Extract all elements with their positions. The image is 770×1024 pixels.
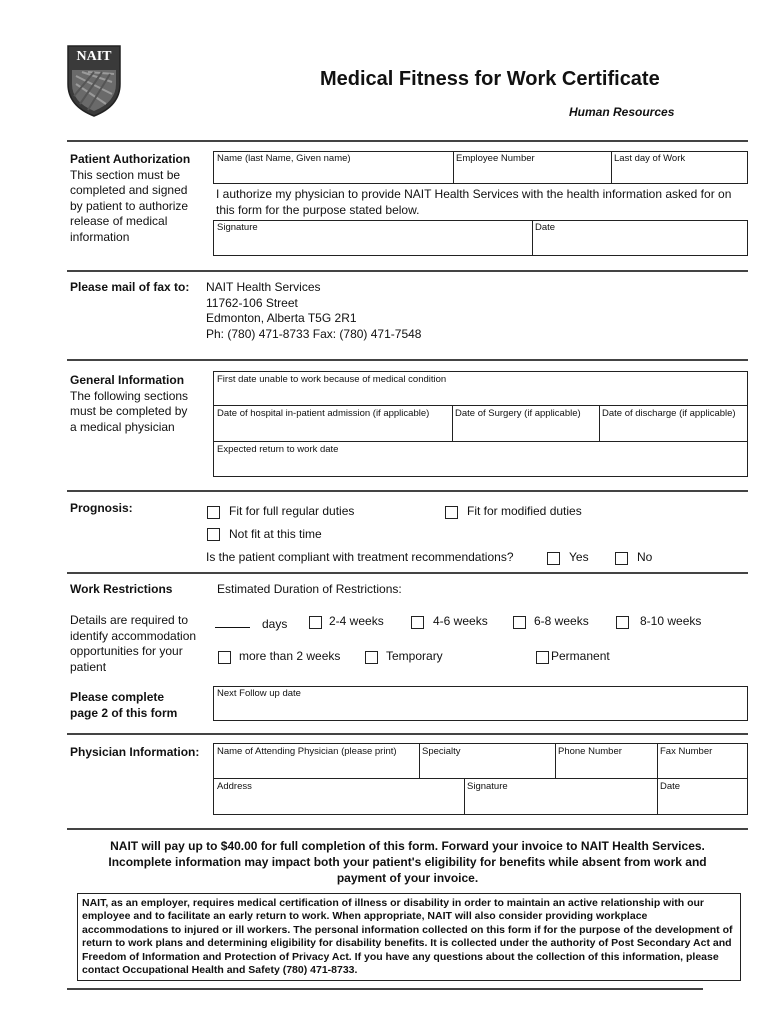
form-title: Medical Fitness for Work Certificate <box>320 68 660 90</box>
follow-up-box <box>213 686 748 721</box>
days-label: days <box>262 617 288 631</box>
weeks-8-10-checkbox[interactable] <box>616 616 629 629</box>
authorization-text: I authorize my physician to provide NAIT Health Services with the health information asked for on this form for the purpose stated below. <box>216 187 732 217</box>
compliance-no-label: No <box>637 550 653 564</box>
note-line: must be completed by <box>70 404 188 418</box>
divider <box>67 490 748 492</box>
general-info-heading: General Information <box>70 373 185 387</box>
address-line: Ph: (780) 471-8733 Fax: (780) 471-7548 <box>206 326 422 341</box>
details-line: identify accommodation <box>70 628 197 643</box>
note-line: information <box>70 229 130 244</box>
address-line: NAIT Health Services <box>206 280 321 294</box>
fit-modified-checkbox[interactable] <box>445 506 458 519</box>
physician-date-field[interactable]: Date <box>660 781 681 792</box>
first-date-unable-field[interactable]: First date unable to work because of medical condition <box>217 374 447 385</box>
form-subtitle: Human Resources <box>569 105 675 119</box>
patient-signature-field[interactable]: Signature <box>217 222 258 233</box>
general-info-section <box>70 373 188 435</box>
compliance-yes-label: Yes <box>569 550 589 564</box>
patient-auth-heading: Patient Authorization <box>70 152 191 166</box>
payment-line: payment of your invoice. <box>336 871 479 885</box>
weeks-6-8-label: 6-8 weeks <box>534 614 589 628</box>
mail-label: Please mail of fax to: <box>70 280 190 294</box>
mail-address <box>206 280 421 342</box>
address-line: Edmonton, Alberta T5G 2R1 <box>206 311 357 325</box>
hospital-admission-field[interactable]: Date of hospital in-patient admission (if applicable) <box>217 408 430 419</box>
divider <box>67 572 748 574</box>
complete-page-2-note: Please complete page 2 of this form <box>70 690 178 720</box>
discharge-date-field[interactable]: Date of discharge (if applicable) <box>602 408 736 419</box>
more-than-2-weeks-checkbox[interactable] <box>218 651 231 664</box>
compliance-question: Is the patient compliant with treatment recommendations? <box>206 550 514 564</box>
nait-logo <box>66 44 122 118</box>
more-than-2-weeks-label: more than 2 weeks <box>239 649 341 663</box>
weeks-4-6-checkbox[interactable] <box>411 616 424 629</box>
physician-address-field[interactable]: Address <box>217 781 252 792</box>
weeks-6-8-checkbox[interactable] <box>513 616 526 629</box>
prognosis-label: Prognosis: <box>70 501 133 515</box>
last-day-of-work-field[interactable]: Last day of Work <box>614 153 686 164</box>
duration-label: Estimated Duration of Restrictions: <box>217 582 402 596</box>
temporary-checkbox[interactable] <box>365 651 378 664</box>
weeks-2-4-label: 2-4 weeks <box>329 614 384 628</box>
general-info-box <box>213 371 748 477</box>
note-line: by patient to authorize <box>70 198 189 213</box>
physician-name-field[interactable]: Name of Attending Physician (please print) <box>217 746 397 757</box>
physician-signature-field[interactable]: Signature <box>467 781 508 792</box>
details-line: patient <box>70 659 107 674</box>
fax-number-field[interactable]: Fax Number <box>660 746 713 757</box>
expected-return-field[interactable]: Expected return to work date <box>217 444 339 455</box>
divider <box>67 733 748 735</box>
privacy-notice: NAIT, as an employer, requires medical certification of illness or disability in order to maintain an active relationship with our employee and to facilitate an early return to work. When appropriate, NAIT will also consider providing workplace accommodations to injured or ill workers. The personal information collected on this form if for the purpose of the development of return to work plans and determining eligibility for disability benefits. It is collected under the authority of Post Secondary Act and Freedom of Information and Protection of Privacy Act. If you have any questions about the collection of this information, please contact Occupational Health and Safety (780) 471-8733. <box>77 893 741 981</box>
permanent-label: Permanent <box>551 649 610 663</box>
patient-name-field[interactable]: Name (last Name, Given name) <box>217 153 351 164</box>
fit-full-label: Fit for full regular duties <box>229 504 355 518</box>
days-input-line[interactable] <box>215 627 250 628</box>
logo-text: NAIT <box>76 49 112 64</box>
fit-full-checkbox[interactable] <box>207 506 220 519</box>
note-line: completed and signed <box>70 183 188 197</box>
temporary-label: Temporary <box>386 649 443 663</box>
note-line: The following sections <box>70 388 189 403</box>
not-fit-label: Not fit at this time <box>229 527 322 541</box>
note-line: a medical physician <box>70 419 175 434</box>
next-follow-up-field[interactable]: Next Follow up date <box>217 688 301 699</box>
weeks-8-10-label: 8-10 weeks <box>640 614 702 628</box>
divider <box>67 828 748 830</box>
patient-date-field[interactable]: Date <box>535 222 556 233</box>
compliance-yes-checkbox[interactable] <box>547 552 560 565</box>
fit-modified-label: Fit for modified duties <box>467 504 582 518</box>
physician-info-label: Physician Information: <box>70 745 200 759</box>
phone-number-field[interactable]: Phone Number <box>558 746 622 757</box>
patient-id-box <box>213 151 748 184</box>
divider <box>67 359 748 361</box>
divider <box>67 270 748 272</box>
payment-line: Incomplete information may impact both your patient's eligibility for benefits while absent from work and <box>108 855 707 869</box>
surgery-date-field[interactable]: Date of Surgery (if applicable) <box>455 408 581 419</box>
divider <box>67 140 748 142</box>
note-line: This section must be <box>70 167 181 182</box>
weeks-4-6-label: 4-6 weeks <box>433 614 488 628</box>
address-line: 11762-106 Street <box>206 295 298 310</box>
payment-line: NAIT will pay up to $40.00 for full completion of this form. Forward your invoice to NAIT Health Services. <box>110 839 705 853</box>
details-line: Details are required to <box>70 613 189 627</box>
physician-box <box>213 743 748 815</box>
patient-signature-box <box>213 220 748 256</box>
compliance-no-checkbox[interactable] <box>615 552 628 565</box>
specialty-field[interactable]: Specialty <box>422 746 461 757</box>
note-line: release of medical <box>70 214 168 228</box>
details-line: opportunities for your <box>70 644 183 658</box>
work-restrictions-label: Work Restrictions <box>70 582 173 596</box>
restrictions-details <box>70 613 196 675</box>
employee-number-field[interactable]: Employee Number <box>456 153 535 164</box>
permanent-checkbox[interactable] <box>536 651 549 664</box>
weeks-2-4-checkbox[interactable] <box>309 616 322 629</box>
patient-auth-section <box>70 152 190 245</box>
payment-note <box>67 838 748 886</box>
not-fit-checkbox[interactable] <box>207 528 220 541</box>
bottom-divider <box>67 988 703 990</box>
